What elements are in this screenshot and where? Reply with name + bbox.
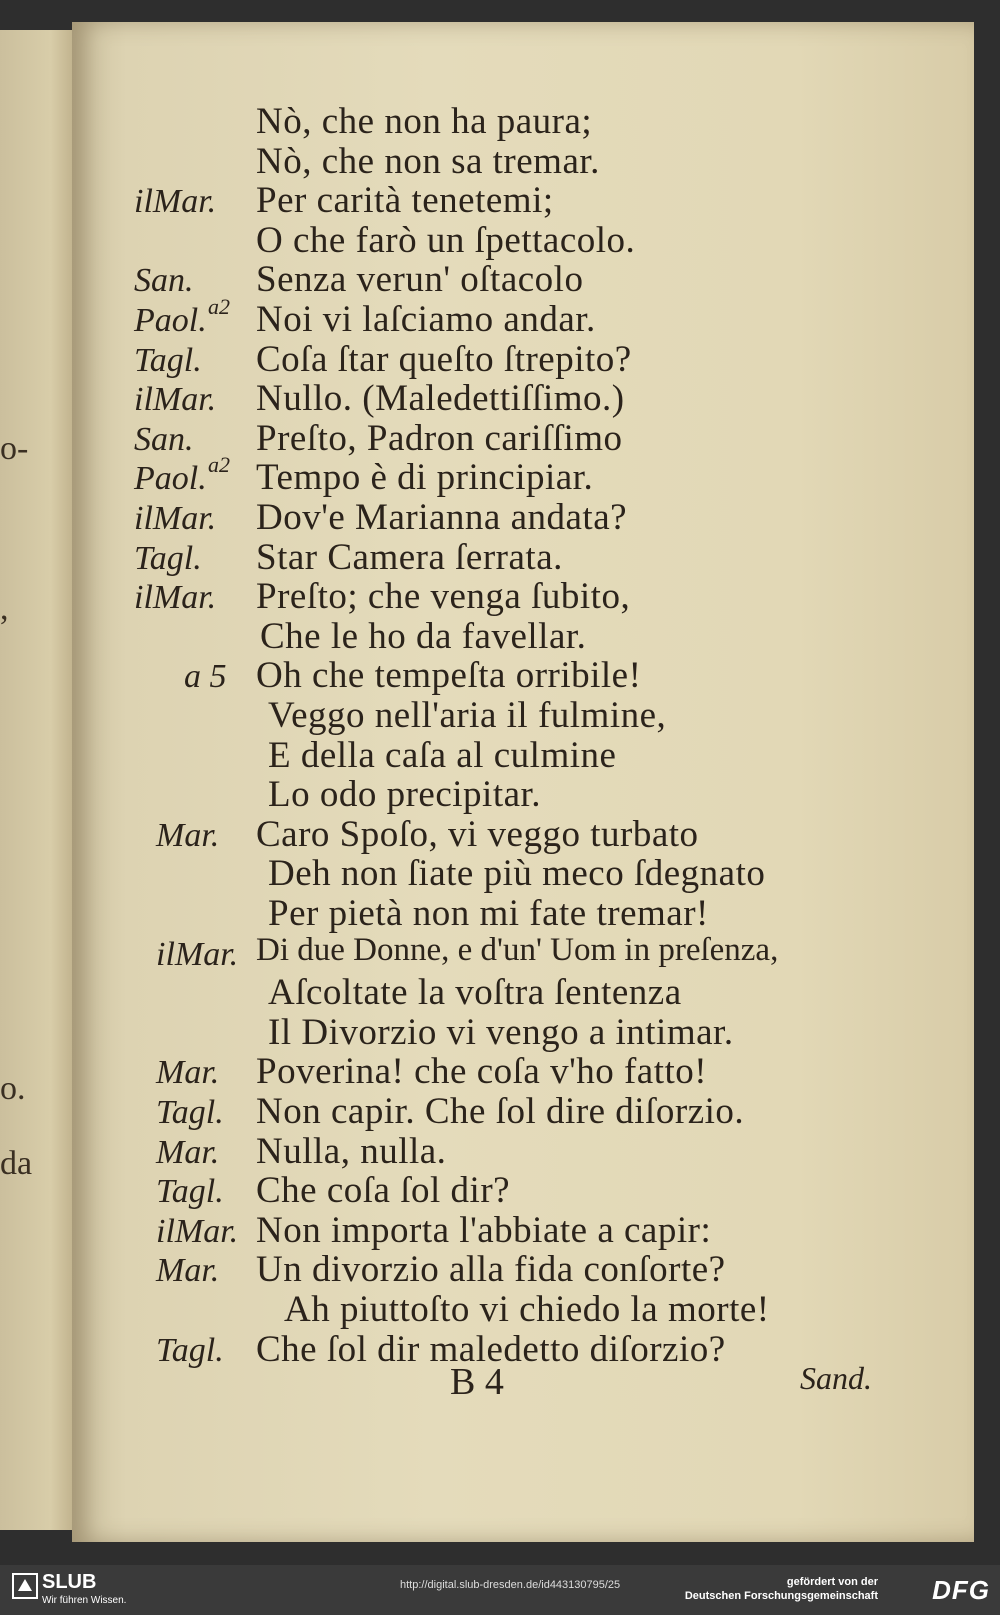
permalink-url[interactable]: http://digital.slub-dresden.de/id443130795/25 xyxy=(400,1579,621,1591)
speaker-label: ilMar. xyxy=(156,1213,239,1250)
verse-line: Di due Donne, e d'un' Uom in preſenza, xyxy=(256,932,779,968)
left-page-fragment: o. xyxy=(0,1070,26,1107)
speaker-label: Paol. xyxy=(134,460,207,497)
verse-line: Tempo è di principiar. xyxy=(256,457,594,498)
funding-line: Deutschen Forschungsgemeinschaft xyxy=(684,1590,878,1602)
speaker-label: ilMar. xyxy=(134,381,217,418)
speaker-label: Tagl. xyxy=(134,342,202,379)
speaker-label: ilMar. xyxy=(134,579,217,616)
slub-tagline: Wir führen Wissen. xyxy=(42,1595,127,1606)
speaker-label: a 5 xyxy=(184,658,227,695)
speaker-label: Tagl. xyxy=(156,1173,224,1210)
verse-line: E della caſa al culmine xyxy=(268,735,617,776)
verse-line: Che ſol dir maledetto diſorzio? xyxy=(256,1329,726,1370)
verse-line: Non capir. Che ſol dire diſorzio. xyxy=(256,1091,745,1132)
book-page xyxy=(72,22,974,1542)
speaker-label: Mar. xyxy=(156,817,220,854)
verse-line: Poverina! che coſa v'ho fatto! xyxy=(256,1051,708,1092)
verse-line: Veggo nell'aria il fulmine, xyxy=(268,695,667,736)
speaker-label: ilMar. xyxy=(134,183,217,220)
verse-line: Per pietà non mi fate tremar! xyxy=(268,893,709,934)
speaker-label: Tagl. xyxy=(156,1094,224,1131)
verse-line: O che farò un ſpettacolo. xyxy=(256,220,636,261)
speaker-label: San. xyxy=(134,262,194,299)
speaker-label: Tagl. xyxy=(134,540,202,577)
verse-line: Noi vi laſciamo andar. xyxy=(256,299,596,340)
verse-line: Dov'e Marianna andata? xyxy=(256,497,628,538)
slub-logo-icon xyxy=(12,1573,38,1599)
verse-line: Coſa ſtar queſto ſtrepito? xyxy=(256,339,632,380)
slub-name: SLUB xyxy=(42,1571,97,1593)
verse-line: Preſto; che venga ſubito, xyxy=(256,576,631,617)
left-page-fragment: o- xyxy=(0,430,29,467)
speaker-label: Paol. xyxy=(134,302,207,339)
a-due-marker: a2 xyxy=(208,452,230,477)
catchword: Sand. xyxy=(800,1360,872,1396)
speaker-label: San. xyxy=(134,421,194,458)
verse-line: Nulla, nulla. xyxy=(256,1131,447,1172)
speaker-label: Mar. xyxy=(156,1134,220,1171)
verse-line: Che le ho da favellar. xyxy=(260,616,587,657)
speaker-label: Mar. xyxy=(156,1252,220,1289)
verse-line: Deh non ſiate più meco ſdegnato xyxy=(268,853,766,894)
verse-line: Non importa l'abbiate a capir: xyxy=(256,1210,712,1251)
dfg-logo: DFG xyxy=(932,1575,990,1605)
left-page-fragment: da xyxy=(0,1145,33,1182)
verse-line: Ah piuttoſto vi chiedo la morte! xyxy=(284,1289,770,1330)
funding-line: gefördert von der xyxy=(786,1576,878,1588)
left-page-fragment: , xyxy=(0,590,9,627)
speaker-label: Mar. xyxy=(156,1054,220,1091)
verse-line: Oh che tempeſta orribile! xyxy=(256,655,642,696)
verse-line: Aſcoltate la voſtra ſentenza xyxy=(268,972,682,1013)
left-page-edge xyxy=(0,30,72,1530)
verse-line: Lo odo precipitar. xyxy=(268,774,542,815)
verse-line: Preſto, Padron cariſſimo xyxy=(256,418,623,459)
verse-line: Nullo. (Maledettiſſimo.) xyxy=(256,378,625,419)
speaker-label: ilMar. xyxy=(134,500,217,537)
verse-line: Che coſa ſol dir? xyxy=(256,1170,511,1211)
speaker-label: Tagl. xyxy=(156,1332,224,1369)
verse-line: Nò, che non sa tremar. xyxy=(256,141,600,182)
verse-line: Star Camera ſerrata. xyxy=(256,537,563,578)
signature-mark: B 4 xyxy=(450,1361,504,1403)
verse-line: Caro Spoſo, vi veggo turbato xyxy=(256,814,699,855)
verse-line: Il Divorzio vi vengo a intimar. xyxy=(268,1012,734,1053)
verse-line: Per carità tenetemi; xyxy=(256,180,554,221)
funding-note xyxy=(685,1575,878,1603)
a-due-marker: a2 xyxy=(208,294,230,319)
verse-line: Nò, che non ha paura; xyxy=(256,101,593,142)
verse-line: Un divorzio alla fida conſorte? xyxy=(256,1249,726,1290)
speaker-label: ilMar. xyxy=(156,936,239,973)
verse-line: Senza verun' oſtacolo xyxy=(256,259,584,300)
footer-bar xyxy=(0,1565,1000,1615)
